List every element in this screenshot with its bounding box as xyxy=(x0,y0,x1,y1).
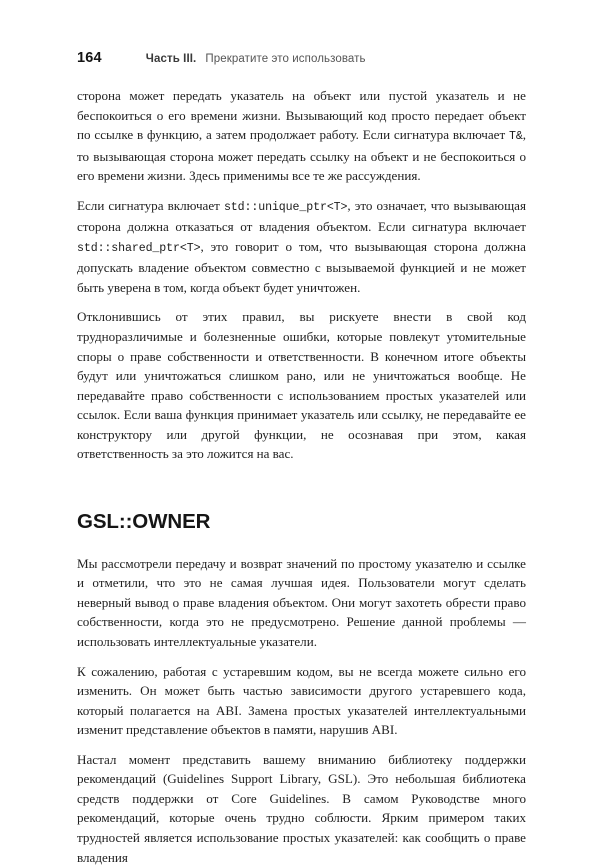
paragraph-1 xyxy=(77,86,526,186)
code-span-unique-ptr: std::unique_ptr<T> xyxy=(223,200,348,214)
paragraph-1-text-b: , то вызывающая сторона может передать ссылку на объект и не беспокоиться о его времени жизни. Здесь применимы все те же рассуждения. xyxy=(77,127,526,184)
code-span-t-ref: T& xyxy=(509,130,523,144)
page-number: 164 xyxy=(77,50,102,66)
paragraph-1-text-a: сторона может передать указатель на объект или пустой указатель и не беспокоиться о его времени жизни. Вызывающий код просто передает объект по ссылке в функцию, а затем продолжает работу. Если сигнатура включает xyxy=(77,88,526,143)
running-head xyxy=(77,50,366,66)
section-heading-gsl-owner: GSL::OWNER xyxy=(77,509,211,533)
paragraph-4: Мы рассмотрели передачу и возврат значений по простому указателю и ссылке и отметили, что это не самая лучшая идея. Пользователи могут сделать неверный вывод о праве владения объектом. Они могут захотеть обрести право собственности, когда это не предусмотрено. Решение данной проблемы — использовать интеллектуальные указатели. xyxy=(77,555,526,650)
part-label: Часть III. xyxy=(145,53,197,65)
section-heading-block xyxy=(77,474,526,554)
text-column xyxy=(77,86,526,867)
paragraph-3: Отклонившись от этих правил, вы рискуете внести в свой код трудноразличимые и болезненные ошибки, которые повлекут утомительные споры о праве собственности и ответственности. В конечном итоге объекты будут или уничтожаться слишком рано, или не уничтожаться вообще. Не передавайте право собственности с использованием простых указателей или ссылок. Если ваша функция принимает указатель или ссылку, не передавайте ее конструктору или другой функции, не осознавая при этом, какая ответственность за это ложится на вас. xyxy=(77,309,526,462)
paragraph-2-text-a: Если сигнатура включает xyxy=(77,197,224,213)
code-span-shared-ptr: std::shared_ptr<T> xyxy=(77,241,201,255)
paragraph-2 xyxy=(77,196,526,298)
paragraph-2-text-c: , это говорит о том, что вызывающая сторона должна допускать владение объектом совместно с вызываемой функцией и не может быть уверена в том, когда объект будет уничтожен. xyxy=(77,238,526,295)
paragraph-5: К сожалению, работая с устаревшим кодом, вы не всегда можете сильно его изменить. Он может быть частью зависимости другого устаревшего кода, который полагается на ABI. Замена простых указателей интеллектуальными изменит представление объектов в памяти, нарушив ABI. xyxy=(77,663,526,738)
paragraph-2-text-b: , это означает, что вызывающая сторона должна отказаться от владения объектом. Если сигнатура включает xyxy=(77,197,526,235)
paragraph-6: Настал момент представить вашему вниманию библиотеку поддержки рекомендаций (Guidelines Support Library, GSL). Это небольшая библиотека средств поддержки от Core Guidelines. В самом Руководстве много рекомендаций, которые очень трудно соблюсти. Ярким примером таких трудностей является использование простых указателей: как сообщить о праве владения xyxy=(77,751,526,865)
part-title: Прекратите это использовать xyxy=(205,53,366,65)
